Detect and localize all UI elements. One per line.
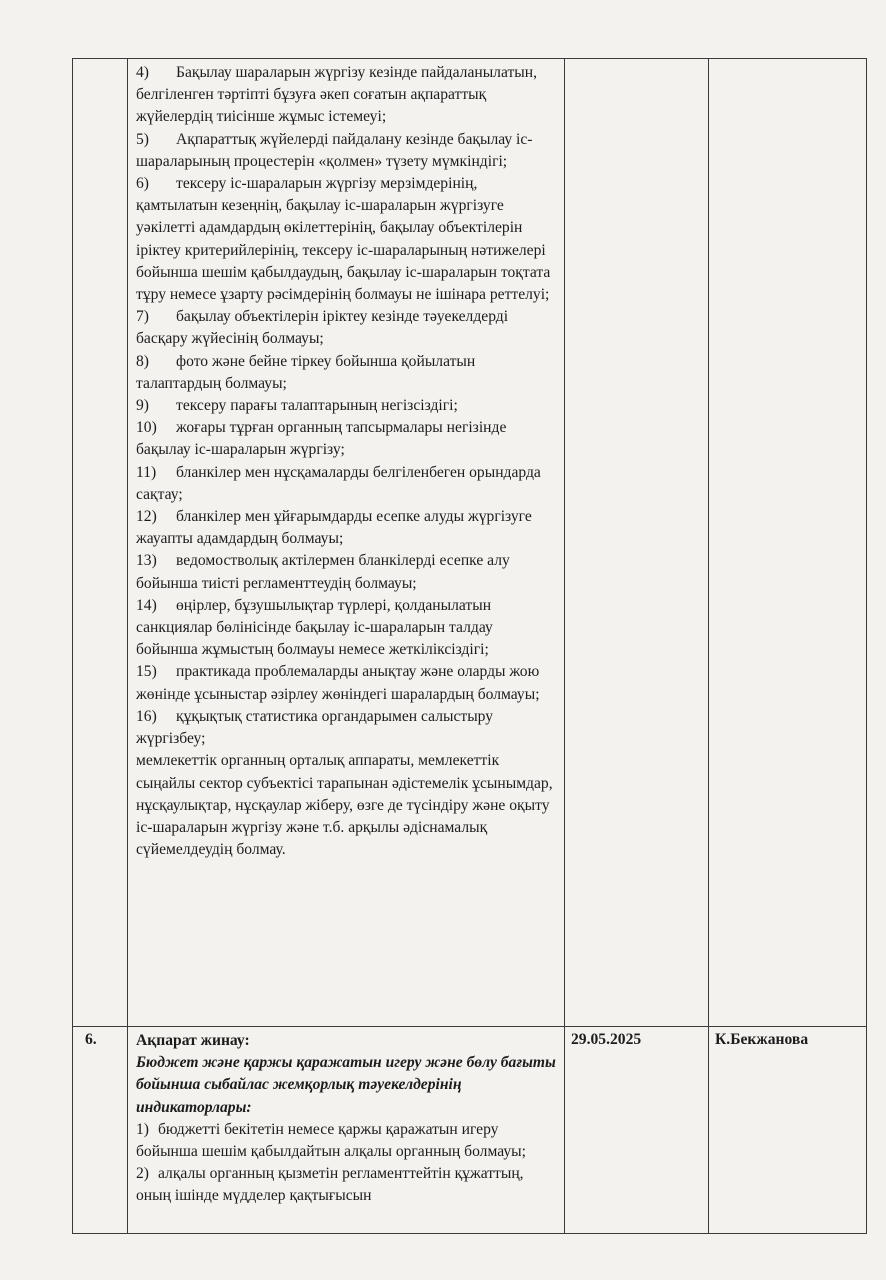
section-heading: Ақпарат жинау: — [136, 1032, 250, 1049]
item-text: алқалы органның қызметін регламенттейтін құжаттың, оның ішінде мүдделер қақтығысын — [136, 1165, 524, 1205]
table-row — [73, 59, 867, 1027]
item-text: құқықтық статистика органдарымен салыстыру жүргізбеу; — [136, 707, 494, 748]
number-cell — [73, 59, 128, 1027]
item-number: 2) — [136, 1165, 149, 1183]
item-number: 12) — [136, 508, 157, 526]
list-item — [136, 550, 558, 594]
list-item — [136, 395, 558, 417]
item-text: тексеру іс-шараларын жүргізу мерзімдерінің, қамтылатын кезеңнің, бақылау іс-шараларын жүргізуге уәкілетті адамдардың өкілеттерінің, бақылау объектілерін іріктеу критерийлерінің, тексеру іс-шараларының нәтижелері бойынша шешім қабылдаудың, бақылау іс-шараларын тоқтата тұру немесе ұзарту рәсімдерінің болмауы не ішінара реттелуі; — [136, 175, 551, 304]
item-number: 4) — [136, 64, 149, 81]
item-number: 16) — [136, 707, 157, 725]
content-cell — [128, 1027, 565, 1234]
item-number: 6) — [136, 175, 149, 193]
section-subheading: Бюджет және қаржы қаражатын игеру және бөлу бағыты бойынша сыбайлас жемқорлық тәуекелдерінің индикаторлары: — [136, 1054, 556, 1116]
responsible-person: К.Бекжанова — [715, 1031, 809, 1048]
item-number: 10) — [136, 419, 157, 437]
list-item — [136, 173, 558, 306]
item-number: 9) — [136, 397, 149, 415]
item-number: 1) — [136, 1120, 149, 1138]
item-number: 13) — [136, 552, 157, 570]
item-number: 14) — [136, 596, 157, 614]
item-text: бюджетті бекітетін немесе қаржы қаражатын игеру бойынша шешім қабылдайтын алқалы органның болмауы; — [136, 1120, 526, 1161]
table-row — [73, 1027, 867, 1234]
closing-paragraph: мемлекеттік органның орталық аппараты, мемлекеттік сыңайлы сектор субъектісі тарапынан әдістемелік ұсынымдар, нұсқаулықтар, нұсқаулар жіберу, өзге де түсіндіру және оқыту іс-шараларын жүргізу және т.б. арқылы әдіснамалық сүйемелдеудің болмау. — [136, 752, 553, 859]
item-text: өңірлер, бұзушылықтар түрлері, қолданылатын санкциялар бөлінісінде бақылау іс-шараларын талдау бойынша жұмыстың болмауы немесе жеткіліксіздігі; — [136, 596, 493, 659]
indicator-list — [128, 1119, 564, 1208]
list-item — [136, 706, 558, 750]
number-cell — [73, 1027, 128, 1234]
list-item — [136, 462, 558, 506]
content-cell — [128, 59, 565, 1027]
list-item — [136, 506, 558, 550]
list-item — [136, 1163, 558, 1207]
item-text: бланкілер мен нұсқамаларды белгіленбеген орындарда сақтау; — [136, 463, 541, 503]
item-number: 5) — [136, 130, 149, 148]
plan-table — [72, 58, 867, 1234]
item-text: Бақылау шараларын жүргізу кезінде пайдаланылатын, белгіленген тәртіпті бұзуға әкеп соғатын ақпараттық жүйелердің тиісінше жұмыс істемеуі; — [136, 64, 538, 126]
item-text: жоғары тұрған органның тапсырмалары негізінде бақылау іс-шараларын жүргізу; — [136, 419, 507, 459]
item-number: 7) — [136, 308, 149, 326]
list-item — [136, 351, 558, 395]
risk-list — [128, 59, 564, 750]
item-text: бақылау объектілерін іріктеу кезінде тәуекелдерді басқару жүйесінің болмауы; — [136, 308, 509, 348]
list-item — [136, 417, 558, 461]
list-item — [136, 306, 558, 350]
responsible-cell — [709, 59, 867, 1027]
item-text: практикада проблемаларды анықтау және оларды жою жөнінде ұсыныстар әзірлеу жөніндегі шаралардың болмауы; — [136, 663, 540, 703]
item-text: Ақпараттық жүйелерді пайдалану кезінде бақылау іс-шараларының процестерін «қолмен» түзету мүмкіндігі; — [136, 130, 533, 170]
list-item — [136, 595, 558, 662]
item-text: тексеру парағы талаптарының негізсіздігі; — [176, 397, 458, 415]
responsible-cell — [709, 1027, 867, 1234]
list-item — [136, 661, 558, 705]
date-cell — [565, 1027, 709, 1234]
item-number: 8) — [136, 352, 149, 370]
item-number: 11) — [136, 463, 157, 481]
row-number: 6. — [85, 1031, 97, 1048]
date-cell — [565, 59, 709, 1027]
list-item — [136, 1119, 558, 1163]
deadline-date: 29.05.2025 — [571, 1031, 642, 1048]
item-number: 15) — [136, 663, 157, 681]
list-item — [136, 62, 558, 129]
list-item — [136, 129, 558, 173]
item-text: бланкілер мен ұйғарымдарды есепке алуды жүргізуге жауапты адамдардың болмауы; — [136, 508, 532, 548]
item-text: ведомостволық актілермен бланкілерді есепке алу бойынша тиісті регламенттеудің болмауы; — [136, 552, 510, 592]
item-text: фото және бейне тіркеу бойынша қойылатын талаптардың болмауы; — [136, 352, 476, 392]
